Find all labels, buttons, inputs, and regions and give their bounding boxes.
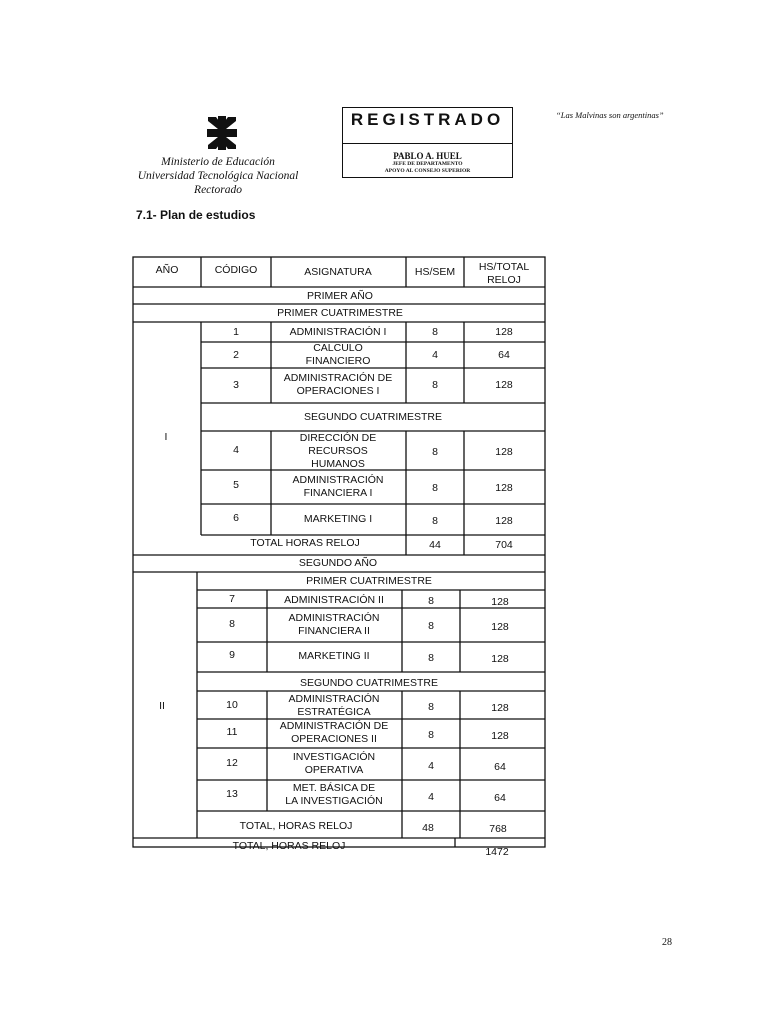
grand-total-label: TOTAL, HORAS RELOJ: [232, 839, 346, 852]
year2-total-hours: 768: [489, 822, 507, 835]
row-subject-2: OPERACIONES I: [296, 384, 380, 397]
institution-block: [120, 155, 316, 197]
year2-roman: II: [159, 699, 165, 712]
row-hs-total: 64: [494, 760, 506, 773]
header-subject: ASIGNATURA: [304, 265, 372, 278]
row-hs-week: 8: [432, 445, 438, 458]
year2-total-label: TOTAL, HORAS RELOJ: [239, 819, 353, 832]
year1-second-term: SEGUNDO CUATRIMESTRE: [303, 410, 443, 423]
stamp-subrole: APOYO AL CONSEJO SUPERIOR: [384, 168, 471, 174]
row-subject-2: FINANCIERO: [305, 354, 371, 367]
year2-second-term: SEGUNDO CUATRIMESTRE: [299, 676, 439, 689]
row-subject: ADMINISTRACIÓN I: [289, 325, 387, 338]
row-hs-total: 128: [491, 701, 509, 714]
row-hs-total: 64: [494, 791, 506, 804]
row-hs-week: 8: [432, 481, 438, 494]
row-hs-week: 4: [428, 790, 434, 803]
row-code: 8: [229, 617, 235, 630]
row-hs-week: 8: [432, 378, 438, 391]
row-code: 9: [229, 648, 235, 661]
row-hs-total: 128: [491, 620, 509, 633]
row-hs-total: 128: [495, 378, 513, 391]
row-subject-2: OPERATIVA: [304, 763, 364, 776]
year1-total-hours: 704: [495, 538, 513, 551]
row-subject-2: ESTRATÉGICA: [297, 705, 371, 718]
row-hs-week: 8: [428, 728, 434, 741]
row-subject: INVESTIGACIÓN: [292, 750, 376, 763]
row-code: 6: [233, 511, 239, 524]
university-name: Universidad Tecnológica Nacional: [137, 170, 299, 182]
row-code: 4: [233, 443, 239, 456]
stamp-name: PABLO A. HUEL: [393, 151, 462, 161]
row-hs-week: 8: [432, 325, 438, 338]
row-hs-total: 128: [491, 595, 509, 608]
row-hs-total: 64: [498, 348, 510, 361]
row-hs-total: 128: [495, 481, 513, 494]
row-code: 1: [233, 325, 239, 338]
row-hs-week: 8: [432, 514, 438, 527]
registration-stamp: [342, 107, 513, 178]
row-subject: ADMINISTRACIÓN DE: [279, 719, 389, 732]
year1-first-term: PRIMER CUATRIMESTRE: [277, 306, 403, 319]
row-code: 3: [233, 378, 239, 391]
stamp-title: REGISTRADO: [343, 108, 512, 144]
header-year: AÑO: [155, 263, 179, 276]
row-hs-total: 128: [495, 514, 513, 527]
row-code: 7: [229, 592, 235, 605]
stamp-role: JEFE DE DEPARTAMENTO: [392, 161, 463, 167]
year1-roman: I: [164, 430, 168, 443]
utn-logo-icon: [205, 116, 239, 150]
row-subject: CALCULO: [313, 341, 363, 354]
row-subject: MET. BÁSICA DE: [292, 781, 376, 794]
row-subject-2: FINANCIERA II: [298, 624, 370, 637]
year1-total-week: 44: [429, 538, 441, 551]
motto: “Las Malvinas son argentinas”: [556, 110, 664, 120]
row-code: 10: [226, 698, 238, 711]
row-hs-week: 8: [428, 594, 434, 607]
row-subject: ADMINISTRACIÓN DE: [283, 371, 393, 384]
row-subject-2: OPERACIONES II: [291, 732, 377, 745]
page-number: 28: [662, 937, 672, 948]
row-subject: DIRECCIÓN DE: [299, 431, 377, 444]
year2-title: SEGUNDO AÑO: [298, 556, 378, 569]
header-hs-total: HS/TOTAL: [478, 260, 530, 273]
header-hs-week: HS/SEM: [414, 265, 456, 278]
row-subject: ADMINISTRACIÓN II: [284, 593, 384, 606]
grand-total-hours: 1472: [485, 845, 509, 858]
row-hs-total: 128: [491, 729, 509, 742]
row-subject-2: FINANCIERA I: [303, 486, 373, 499]
row-hs-week: 8: [428, 619, 434, 632]
section-title: 7.1- Plan de estudios: [136, 208, 256, 222]
row-subject: ADMINISTRACIÓN: [288, 611, 380, 624]
row-subject-2: RECURSOS: [308, 444, 368, 457]
row-subject-3: HUMANOS: [311, 457, 365, 470]
row-subject: MARKETING I: [303, 512, 373, 525]
header-code: CÓDIGO: [214, 263, 258, 276]
row-code: 12: [226, 756, 238, 769]
row-hs-week: 4: [428, 759, 434, 772]
row-code: 11: [226, 725, 238, 738]
row-code: 13: [226, 787, 238, 800]
row-hs-week: 4: [432, 348, 438, 361]
row-subject: ADMINISTRACIÓN: [288, 692, 380, 705]
row-code: 2: [233, 348, 239, 361]
year1-title: PRIMER AÑO: [307, 289, 373, 302]
row-subject-2: LA INVESTIGACIÓN: [285, 794, 383, 807]
rectorate-name: Rectorado: [194, 184, 242, 196]
row-hs-week: 8: [428, 700, 434, 713]
row-subject: ADMINISTRACIÓN: [292, 473, 384, 486]
row-hs-total: 128: [491, 652, 509, 665]
row-hs-total: 128: [495, 445, 513, 458]
row-hs-total: 128: [495, 325, 513, 338]
row-subject: MARKETING II: [298, 649, 370, 662]
year2-first-term: PRIMER CUATRIMESTRE: [306, 574, 432, 587]
header-hs-total-2: RELOJ: [487, 273, 521, 286]
row-code: 5: [233, 478, 239, 491]
year2-total-week: 48: [422, 821, 434, 834]
row-hs-week: 8: [428, 651, 434, 664]
ministry-name: Ministerio de Educación: [161, 156, 275, 168]
year1-total-label: TOTAL HORAS RELOJ: [250, 536, 360, 549]
study-plan-table: [122, 255, 546, 865]
